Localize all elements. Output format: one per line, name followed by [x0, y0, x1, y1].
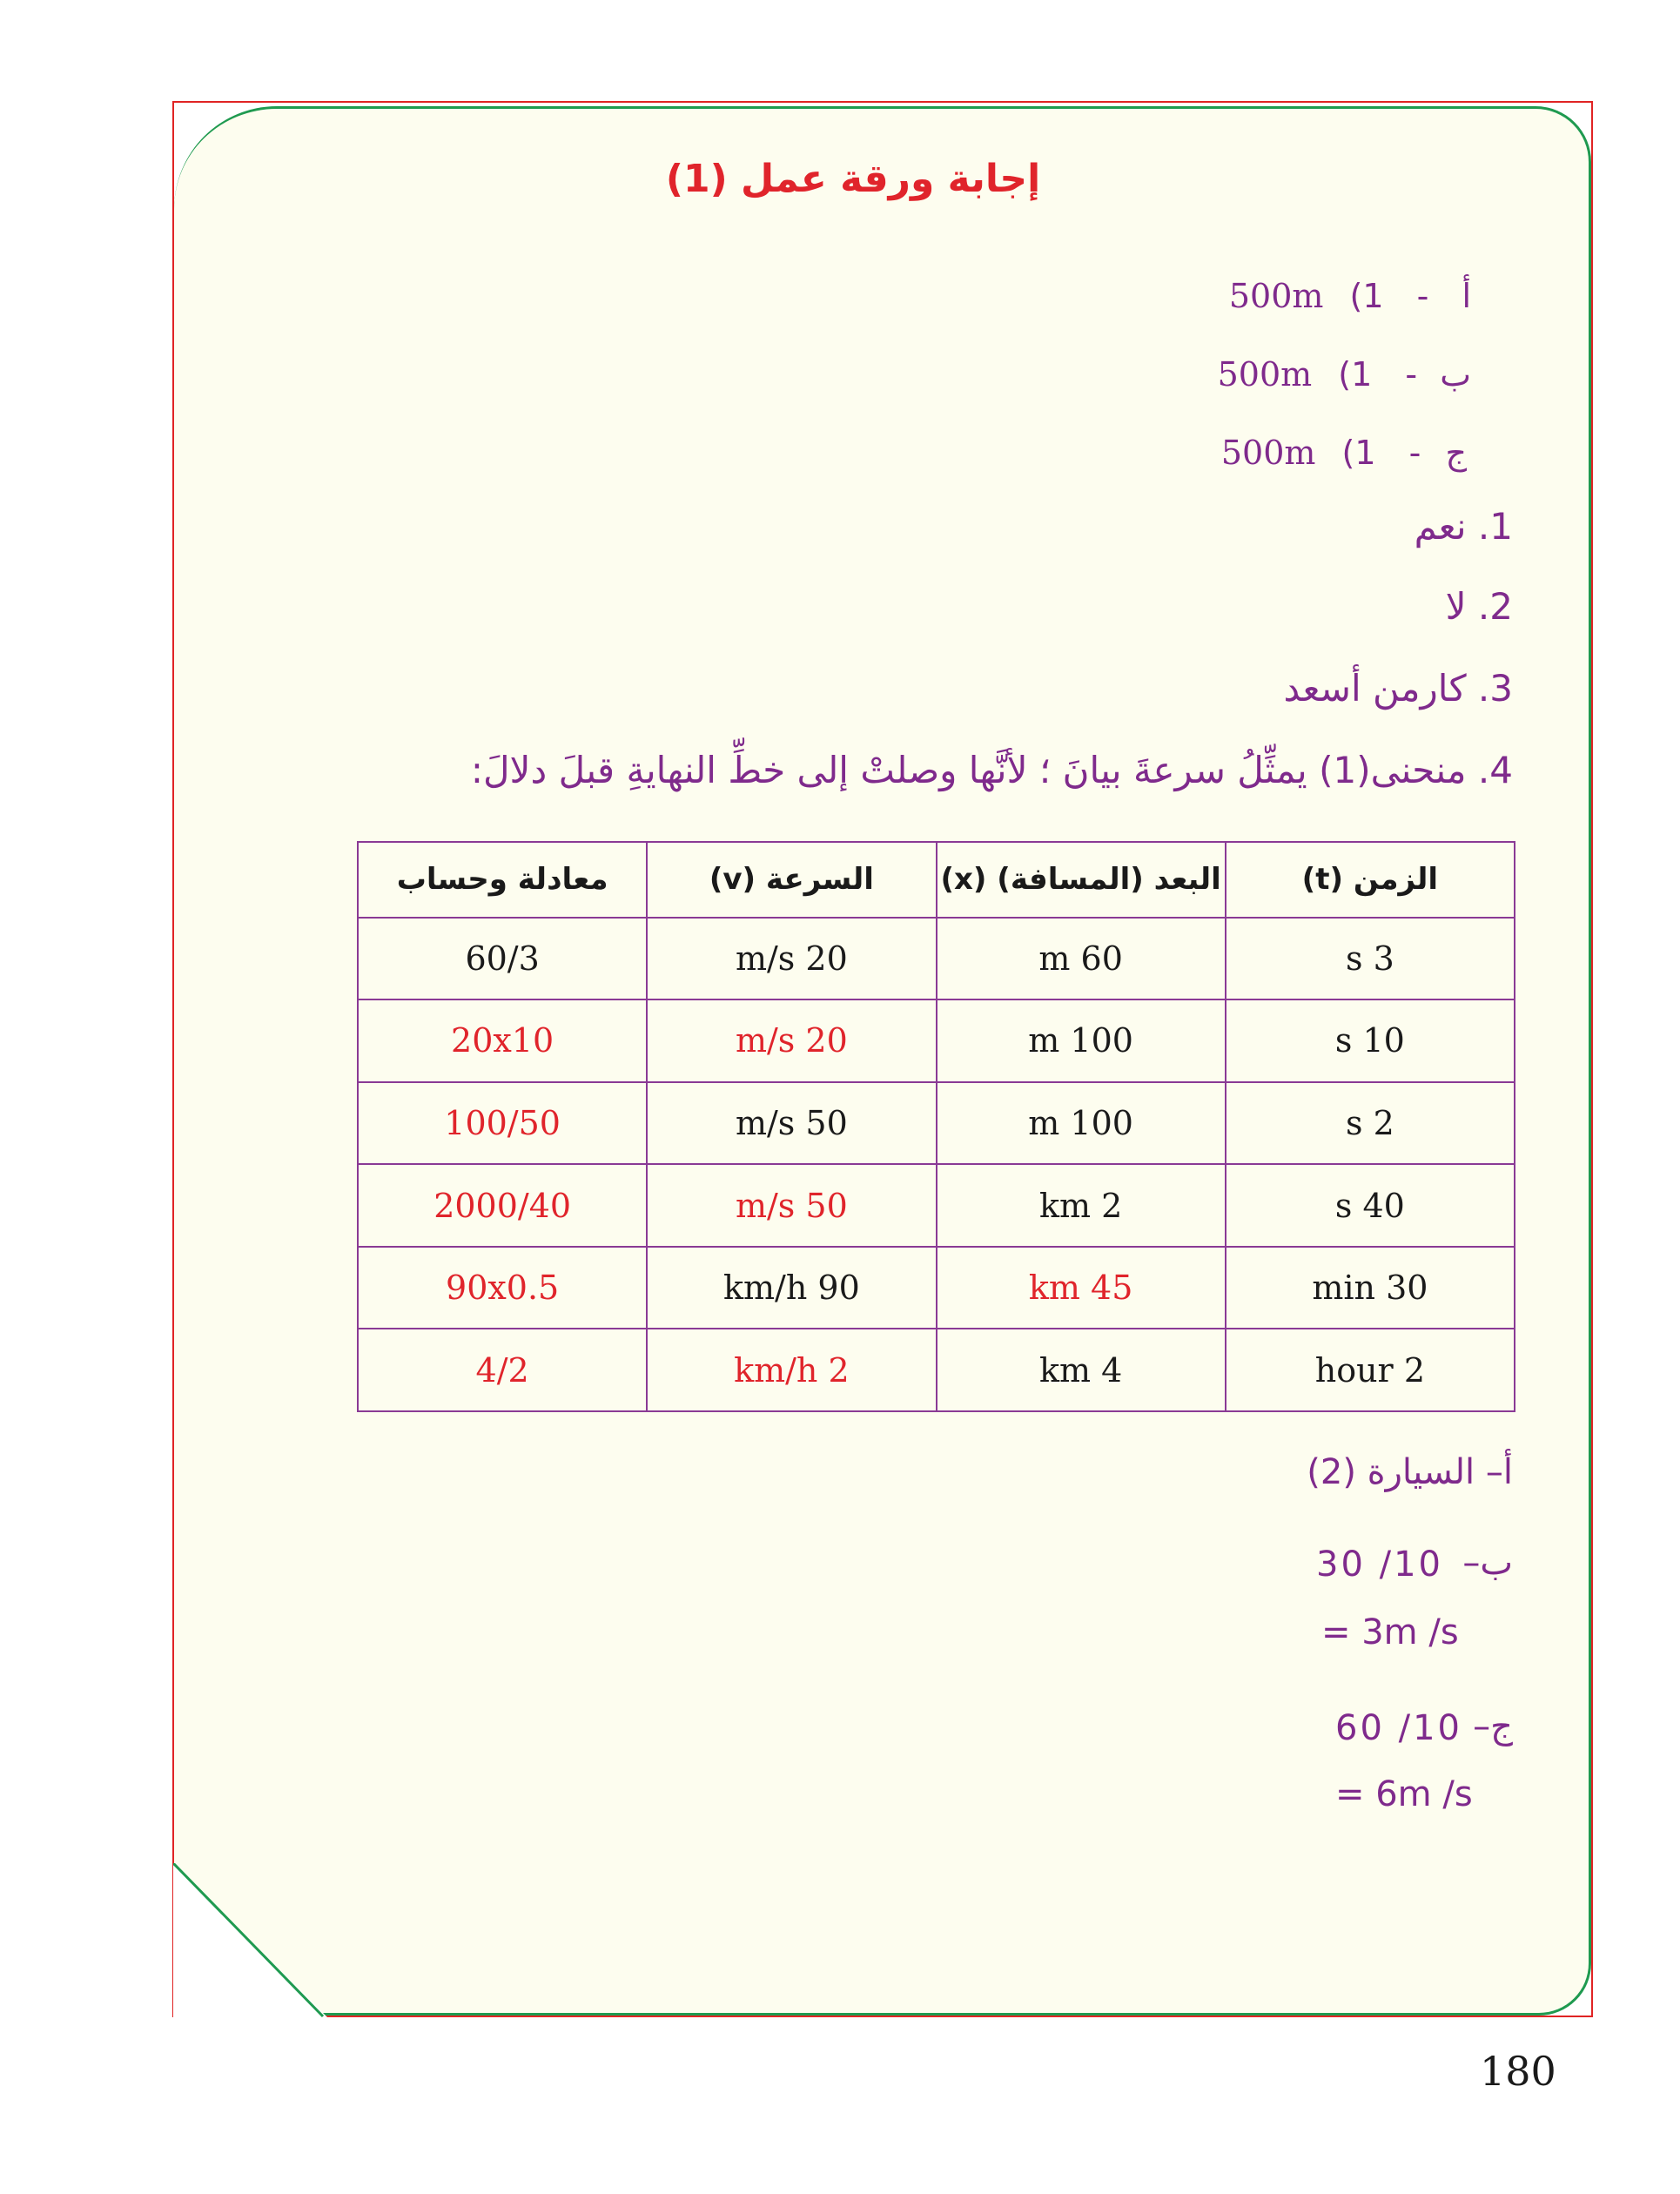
cell-speed: 90 km/h	[647, 1247, 936, 1329]
cell-speed: 20 m/s	[647, 918, 936, 1000]
header-distance: البعد (المسافة) (x)	[937, 842, 1226, 918]
answer-3: 3. كارمن أسعد	[1283, 667, 1513, 710]
cell-distance: 100 m	[937, 1082, 1226, 1165]
part-letter: ج	[1445, 434, 1467, 472]
answer-4: 4. منحنى(1) يمثِّلُ سرعةَ بيانَ ؛ لأنَّها وصلتْ إلى خطِّ النهايةِ قبلَ دلالَ:	[470, 749, 1513, 791]
part-answer-c	[1221, 434, 1467, 472]
table-row	[358, 1329, 1515, 1411]
cell-time: 2 hour	[1226, 1329, 1515, 1411]
cell-equation: 90x0.5	[358, 1247, 647, 1329]
cell-equation: 60/3	[358, 918, 647, 1000]
cell-distance: 60 m	[937, 918, 1226, 1000]
header-equation: معادلة وحساب	[358, 842, 647, 918]
part-value: 500m	[1220, 434, 1316, 472]
header-speed: السرعة (v)	[647, 842, 936, 918]
cell-distance: 2 km	[937, 1164, 1226, 1247]
table-row	[358, 999, 1515, 1082]
speed-table	[357, 841, 1515, 1412]
cell-time: 30 min	[1226, 1247, 1515, 1329]
table-row	[358, 1164, 1515, 1247]
part-letter: ب	[1440, 355, 1471, 394]
part-dash: -	[1416, 277, 1429, 315]
cell-time: 40 s	[1226, 1164, 1515, 1247]
sub-answer-b-label: ب–	[1462, 1543, 1513, 1583]
cell-equation: 4/2	[358, 1329, 647, 1411]
sub-answer-c-calc: 60 /10	[1335, 1708, 1462, 1748]
cell-time: 3 s	[1226, 918, 1515, 1000]
cell-speed: 50 m/s	[647, 1082, 936, 1165]
sub-answer-c-label: ج–	[1473, 1706, 1513, 1746]
cell-time: 10 s	[1226, 999, 1515, 1082]
part-value: 500m	[1228, 277, 1324, 315]
cell-equation: 2000/40	[358, 1164, 647, 1247]
part-letter: أ	[1462, 277, 1471, 315]
table-row	[358, 1082, 1515, 1165]
answer-2: 2. لا	[1445, 585, 1513, 628]
answer-1: 1. نعم	[1414, 505, 1513, 548]
part-answer-b	[1218, 355, 1471, 394]
page-number: 180	[1480, 2048, 1556, 2095]
header-time: الزمن (t)	[1226, 842, 1515, 918]
sub-answer-c-result: = 6m /s	[1335, 1774, 1473, 1814]
card-corner-cut	[173, 1863, 330, 2018]
table-row	[358, 1247, 1515, 1329]
part-dash: -	[1405, 355, 1418, 394]
cell-speed: 20 m/s	[647, 999, 936, 1082]
part-number: 1)	[1341, 434, 1376, 472]
table-header-row	[358, 842, 1515, 918]
table-row	[358, 918, 1515, 1000]
part-dash: -	[1408, 434, 1421, 472]
sub-answer-b-result: = 3m /s	[1321, 1612, 1459, 1652]
cell-distance: 45 km	[937, 1247, 1226, 1329]
cell-distance: 100 m	[937, 999, 1226, 1082]
cell-equation: 100/50	[358, 1082, 647, 1165]
cell-time: 2 s	[1226, 1082, 1515, 1165]
part-value: 500m	[1217, 355, 1313, 394]
sub-answer-b-calc: 30 /10	[1316, 1545, 1443, 1585]
cell-equation: 20x10	[358, 999, 647, 1082]
part-number: 1)	[1338, 355, 1373, 394]
cell-speed: 2 km/h	[647, 1329, 936, 1411]
cell-distance: 4 km	[937, 1329, 1226, 1411]
cell-speed: 50 m/s	[647, 1164, 936, 1247]
worksheet-title: إجابة ورقة عمل (1)	[665, 157, 1041, 201]
part-answer-a	[1229, 277, 1471, 315]
sub-answer-a: أ– السيارة (2)	[1307, 1452, 1513, 1492]
part-number: 1)	[1349, 277, 1384, 315]
